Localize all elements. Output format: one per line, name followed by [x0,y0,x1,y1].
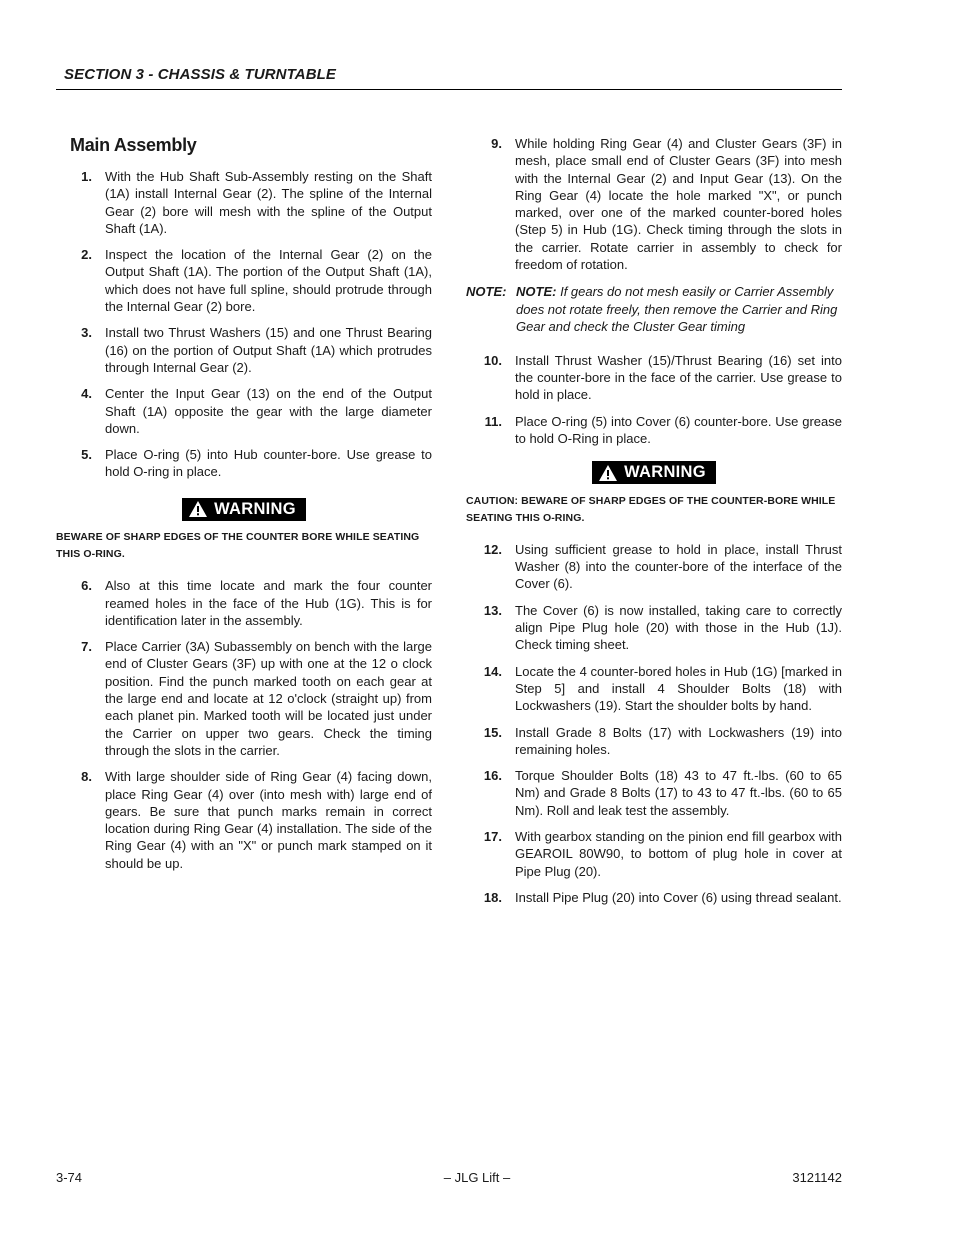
step-text: While holding Ring Gear (4) and Cluster Gears (3F) in mesh, place small end of Cluster Gears (3F) into mesh with the Internal Gear (2) and Input Gear (13). On the Ring Gear (4) locate the hole marked "X", or punch marked, over one of the marked counter-bored holes (Step 5) in Hub (1G). Check timing through the slots in the carrier. Rotate carrier in assembly to check for freedom of rotation. [515,136,842,273]
note-text: If gears do not mesh easily or Carrier Assembly does not rotate freely, then remove the Carrier and Ring Gear and check the Cluster Gear timing [516,284,838,335]
step-text: Place O-ring (5) into Hub counter-bore. Use grease to hold O-ring in place. [105,447,432,480]
step-item [56,168,432,237]
step-text: Torque Shoulder Bolts (18) 43 to 47 ft.-lbs. (60 to 65 Nm) and Grade 8 Bolts (17) to 43 to 47 ft.-lbs. (60 to 65 Nm). Roll and leak test the assembly. [515,768,842,818]
footer-center: – JLG Lift – [443,1170,511,1185]
warning-left-text: BEWARE OF SHARP EDGES OF THE COUNTER BORE WHILE SEATING THIS O-RING. [56,531,420,561]
step-number: 10. [483,352,502,368]
step-item [466,724,842,759]
step-text: Install two Thrust Washers (15) and one Thrust Bearing (16) on the portion of Output Shaft (1A) which protrudes through Internal Gear (2). [105,325,432,375]
doc-number: 3121142 [792,1170,842,1185]
step-item [466,352,842,404]
step-item [56,638,432,759]
step-item [56,324,432,376]
page-number: 3-74 [56,1170,83,1185]
warning-right [466,461,842,487]
warning-label: WARNING [214,499,296,518]
warning-right-text: CAUTION: BEWARE OF SHARP EDGES OF THE COUNTER-BORE WHILE SEATING THIS O-RING. [466,494,836,524]
step-item [466,541,842,593]
warning-triangle-icon [598,464,618,482]
step-item [56,385,432,437]
step-number: 1. [81,169,92,184]
step-text: The Cover (6) is now installed, taking care to correctly align Pipe Plug hole (20) with those in the Hub (1J). Check timing sheet. [515,602,842,653]
warning-label: WARNING [624,463,706,482]
step-number: 6. [81,578,92,594]
step-item [466,889,842,906]
step-number: 12. [483,541,502,557]
step-number: 2. [81,247,92,263]
step-text: Place Carrier (3A) Subassembly on bench with the large end of Cluster Gears (3F) up with one at the 12 o clock position. Find the punch marked tooth on each gear at the large end and locate at 12 o'clock (straight up) from each planet pin. Marked tooth will be located just under the Carrier on upper two gears. Check the timing through the slots in the carrier. [105,639,432,758]
step-number: 7. [81,639,92,655]
main-assembly-heading: Main Assembly [70,135,197,155]
step-text: Place O-ring (5) into Cover (6) counter-bore. Use grease to hold O-Ring in place. [515,413,842,447]
step-item [466,663,842,715]
step-item [56,446,432,481]
warning-left [56,498,432,524]
step-item [56,768,432,872]
step-text: Using sufficient grease to hold in place, install Thrust Washer (8) into the counter-bore of the interface of the Cover (6). [515,541,842,592]
step-number: 8. [81,769,92,785]
step-text: Install Grade 8 Bolts (17) with Lockwashers (19) into remaining holes. [515,724,842,757]
note-block [466,283,842,336]
step-text: Inspect the location of the Internal Gear (2) on the Output Shaft (1A). The portion of the Output Shaft (1A), which does not have full spline, should protrude through the Internal Gear (2) bore. [105,247,432,315]
step-number: 18. [483,889,502,905]
steps-left-a [56,168,432,481]
steps-right-b [466,352,842,447]
step-item [56,246,432,315]
step-number: 14. [483,663,502,679]
left-column [56,130,432,881]
header-rule [56,89,842,90]
step-number: 15. [483,724,502,740]
step-text: Install Thrust Washer (15)/Thrust Bearing (16) set into the counter-bore in the face of the carrier. Use grease to hold in place. [515,352,842,403]
warning-badge [592,461,716,484]
warning-triangle-icon [188,500,208,518]
step-text: With gearbox standing on the pinion end fill gearbox with GEAROIL 80W90, to bottom of plug hole in cover at Pipe Plug (20). [515,829,842,879]
step-number: 3. [81,325,92,341]
step-item [466,767,842,819]
step-text: Install Pipe Plug (20) into Cover (6) using thread sealant. [515,889,842,905]
note-bold-lead: NOTE: [516,284,557,300]
steps-right-a [466,135,842,273]
step-number: 5. [81,447,92,463]
step-item [56,577,432,629]
step-item [466,602,842,654]
step-text: Locate the 4 counter-bored holes in Hub (1G) [marked in Step 5] and install 4 Shoulder Bolts (18) with Lockwashers (19). Start the shoulder bolts by hand. [515,663,842,714]
step-item [466,135,842,273]
steps-left-b [56,577,432,872]
step-number: 11. [484,413,502,429]
step-number: 16. [483,768,502,784]
right-column [466,135,842,915]
step-text: With the Hub Shaft Sub-Assembly resting on the Shaft (1A) install Internal Gear (2). The spline of the Internal Gear (2) bore will mesh with the spline of the Output Shaft (1A). [105,169,432,236]
step-item [466,828,842,880]
step-number: 13. [483,602,502,618]
step-item [466,413,842,448]
note-label: NOTE: [466,284,507,300]
step-text: Center the Input Gear (13) on the end of the Output Shaft (1A) opposite the gear with the large diameter down. [105,386,432,436]
step-number: 4. [81,386,92,402]
step-number: 17. [483,829,502,845]
step-number: 9. [491,136,502,151]
step-text: Also at this time locate and mark the four counter reamed holes in the face of the Hub (1G). This is for identification later in the assembly. [105,578,432,628]
steps-right-c [466,541,842,906]
section-title: SECTION 3 - CHASSIS & TURNTABLE [64,66,337,83]
warning-badge [182,498,306,521]
step-text: With large shoulder side of Ring Gear (4) facing down, place Ring Gear (4) over (into mesh with) large end of gears. Be sure that punch marks remain in correct location during Ring Gear (4) installation. The side of the Ring Gear (4) with an "X" or punch mark stamped on it should be up. [105,769,432,871]
